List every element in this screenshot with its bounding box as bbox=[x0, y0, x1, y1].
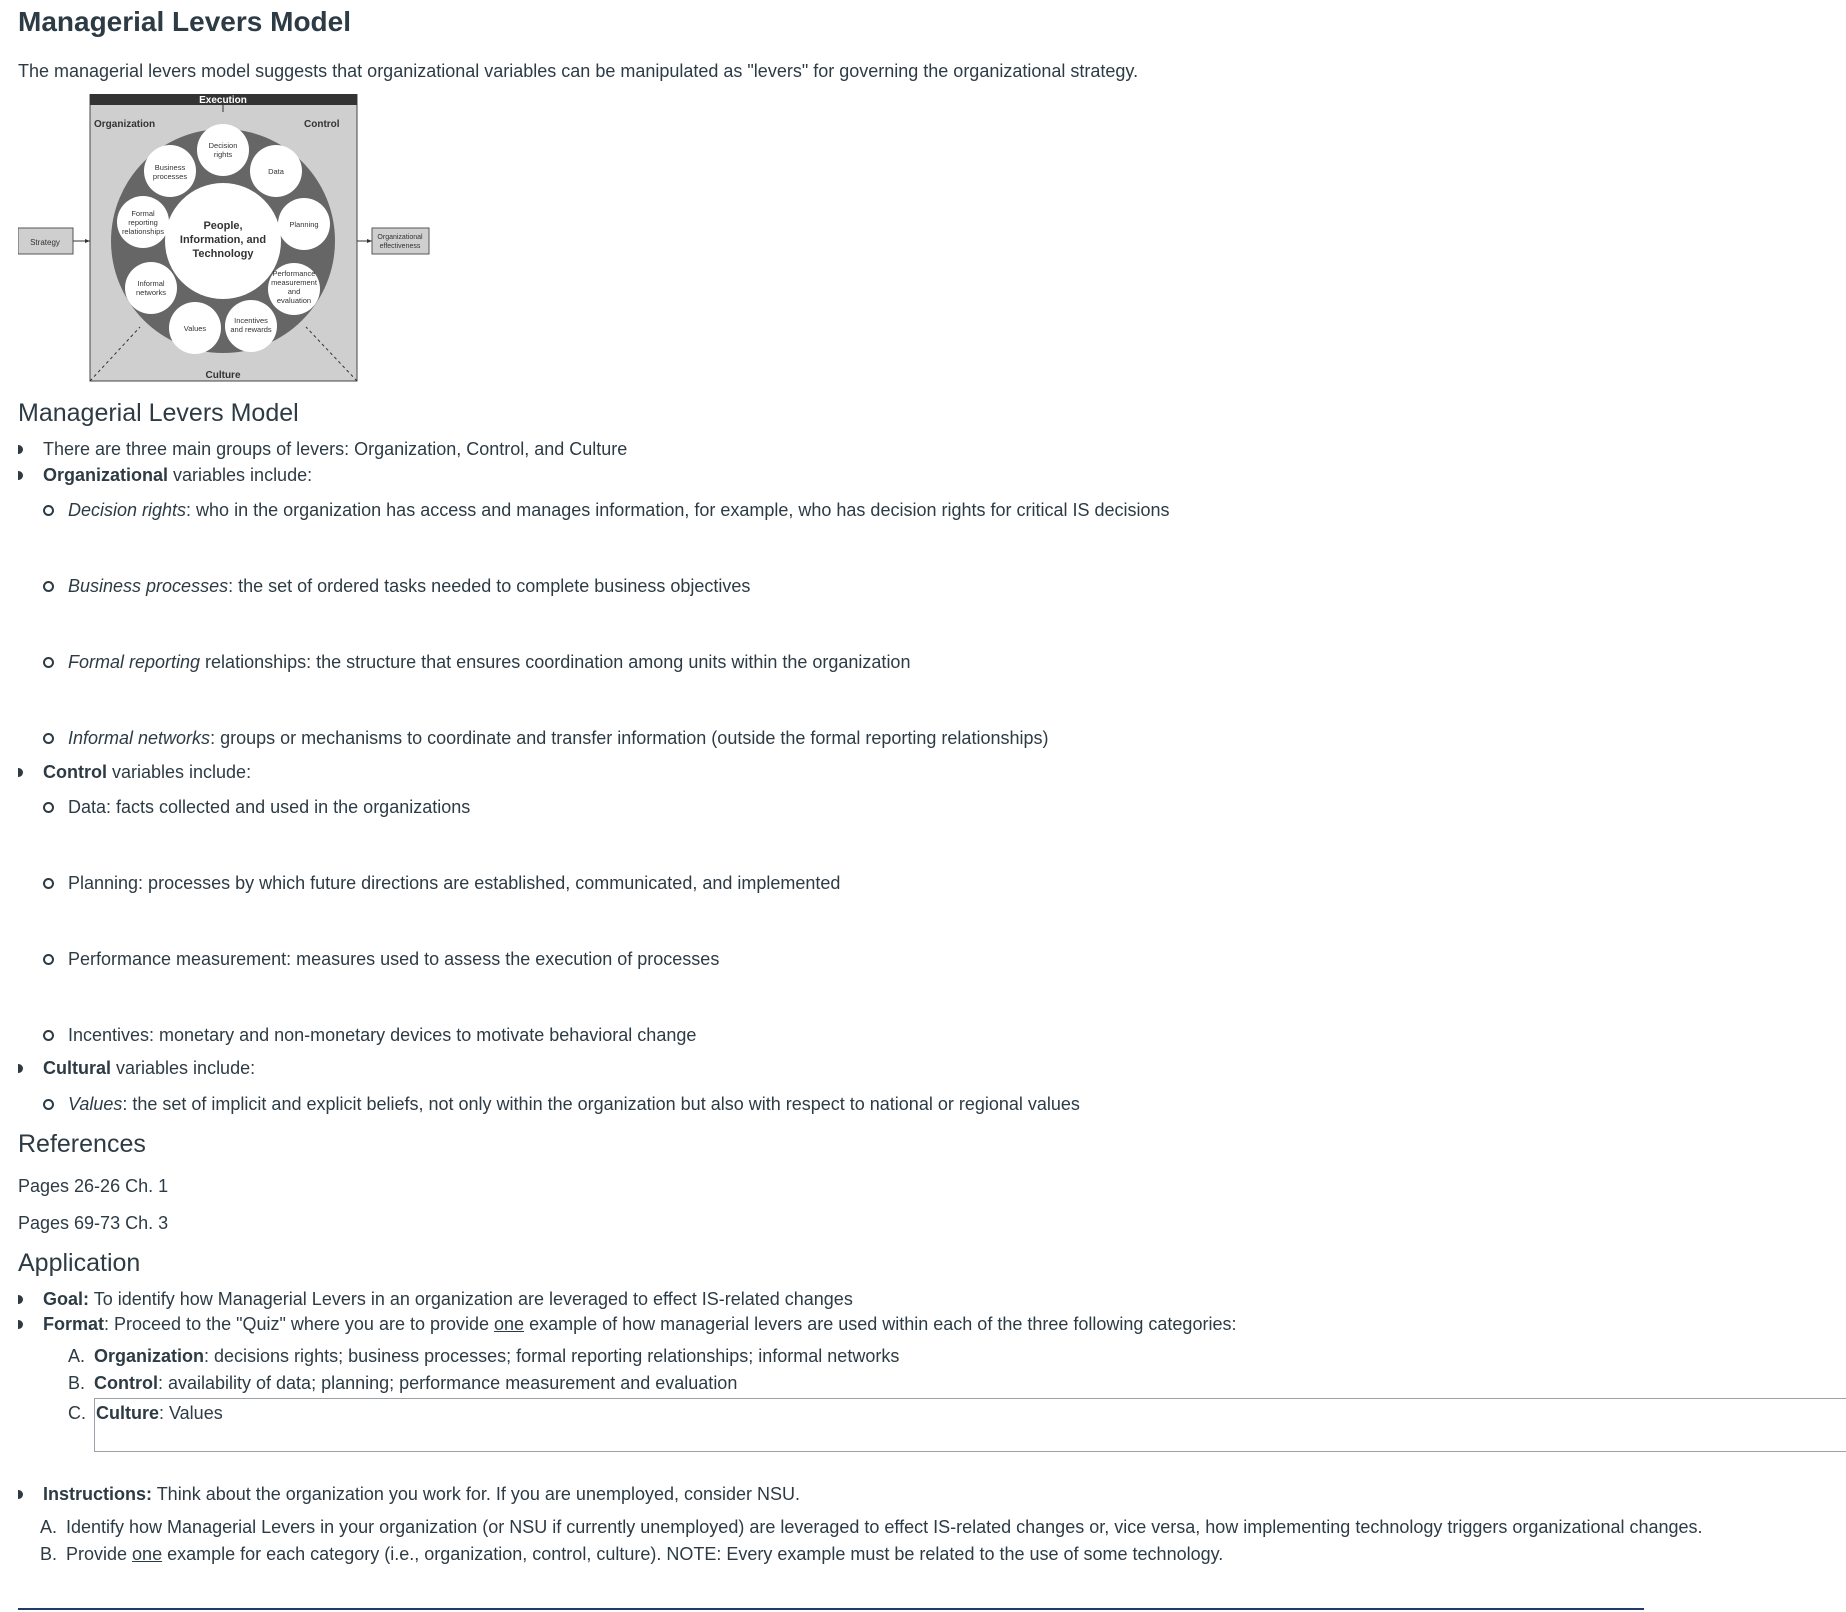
control-rest: variables include: bbox=[106, 761, 252, 782]
levers-diagram-svg bbox=[18, 94, 458, 384]
lever-perf-label-3: and bbox=[287, 287, 301, 297]
reference-item: Pages 26-26 Ch. 1 bbox=[18, 1175, 169, 1196]
model-heading: Managerial Levers Model bbox=[18, 399, 299, 428]
org-sublist bbox=[43, 498, 1828, 752]
category-item-b: B. Control: availability of data; planning; performance measurement and evaluation bbox=[68, 1372, 738, 1393]
lever-data-label: Data bbox=[268, 167, 284, 177]
lever-perf-label-1: Performance bbox=[272, 269, 316, 279]
instructions-list bbox=[18, 1515, 1828, 1567]
model-list bbox=[18, 437, 1828, 1116]
managerial-levers-diagram bbox=[18, 94, 458, 384]
list-item: Data: facts collected and used in the organizations bbox=[43, 795, 1828, 820]
instruction-item-b: B. Provide one example for each category (i.e., organization, control, culture). NOTE: Every example must be related to the use of some technology. bbox=[40, 1544, 1224, 1565]
references-heading: References bbox=[18, 1129, 146, 1158]
list-item: Instructions: Think about the organization you work for. If you are unemployed, consider NSU. bbox=[18, 1482, 1828, 1507]
instruction-item-a: A. Identify how Managerial Levers in your organization (or NSU if currently unemployed) are leveraged to effect IS-related changes or, vice versa, how implementing technology triggers organizational changes. bbox=[40, 1517, 1703, 1538]
reference-item: Pages 69-73 Ch. 3 bbox=[18, 1213, 169, 1233]
bottom-divider bbox=[18, 1608, 1644, 1610]
lever-informal-label-2: networks bbox=[135, 288, 167, 298]
lever-perf-label-2: measurement bbox=[271, 278, 317, 288]
outcome-label-1: Organizational bbox=[377, 234, 423, 242]
lever-informal-label-1: Informal bbox=[137, 279, 165, 289]
list-item: Decision rights: who in the organization has access and manages information, for example, who has decision rights for critical IS decisions bbox=[43, 498, 1828, 523]
outcome-label-2: effectiveness bbox=[379, 243, 421, 251]
center-line-1: People, bbox=[203, 220, 243, 233]
list-item: Format: Proceed to the "Quiz" where you are to provide one example of how managerial levers are used within each of the three following categories: A. Organization: decisions rights; business processes; formal reporting relationships; informal networks B. Control: availability of data; planning; performance measurement and evaluation C. Culture: Values bbox=[18, 1312, 1828, 1452]
list-item: Goal: To identify how Managerial Levers in an organization are leveraged to effect IS-related changes bbox=[18, 1287, 1828, 1312]
culture-sublist bbox=[43, 1092, 1828, 1117]
execution-label: Execution bbox=[199, 95, 247, 107]
list-item bbox=[18, 1056, 1828, 1116]
strategy-label: Strategy bbox=[30, 238, 60, 248]
list-item bbox=[18, 463, 1828, 752]
lever-decision-rights-label-1: Decision bbox=[208, 141, 238, 151]
list-item: Values: the set of implicit and explicit beliefs, not only within the organization but also with respect to national or regional values bbox=[43, 1092, 1828, 1117]
list-item bbox=[18, 760, 1828, 1049]
org-bold: Organizational bbox=[43, 464, 169, 485]
lever-values-label: Values bbox=[183, 324, 207, 334]
outcome-box bbox=[372, 228, 429, 254]
lever-formal-label-3: relationships bbox=[121, 227, 165, 237]
center-line-3: Technology bbox=[192, 248, 254, 261]
center-line-2: Information, and bbox=[179, 234, 267, 247]
intro-paragraph: The managerial levers model suggests that organizational variables can be manipulated as "levers" for governing the organizational strategy. bbox=[18, 61, 1139, 82]
lever-decision-rights-label-2: rights bbox=[213, 150, 233, 160]
control-sublist bbox=[43, 795, 1828, 1049]
lever-perf-label-4: evaluation bbox=[276, 296, 312, 306]
lever-incentives-label-2: and rewards bbox=[230, 325, 272, 335]
list-item: Informal networks: groups or mechanisms to coordinate and transfer information (outside the formal reporting relationships) bbox=[43, 726, 1828, 751]
groups-text: There are three main groups of levers: Organization, Control, and Culture bbox=[43, 439, 628, 460]
category-item-a: A. Organization: decisions rights; business processes; formal reporting relationships; informal networks bbox=[68, 1345, 900, 1366]
page-title: Managerial Levers Model bbox=[18, 6, 352, 37]
list-item: Performance measurement: measures used to assess the execution of processes bbox=[43, 947, 1828, 972]
list-item: Business processes: the set of ordered tasks needed to complete business objectives bbox=[43, 574, 1828, 599]
list-item: Formal reporting relationships: the structure that ensures coordination among units within the organization bbox=[43, 650, 1828, 675]
lever-incentives-label-1: Incentives bbox=[234, 316, 268, 326]
lever-formal-label-1: Formal bbox=[131, 209, 155, 219]
application-heading: Application bbox=[18, 1249, 141, 1278]
control-bold: Control bbox=[43, 761, 107, 782]
category-list bbox=[43, 1344, 1828, 1452]
culture-bold: Cultural bbox=[43, 1058, 112, 1079]
culture-label: Culture bbox=[205, 370, 241, 382]
organization-corner-label: Organization bbox=[94, 119, 156, 131]
list-item: Incentives: monetary and non-monetary devices to motivate behavioral change bbox=[43, 1023, 1828, 1048]
culture-rest: variables include: bbox=[111, 1058, 256, 1079]
category-item-c: C. Culture: Values bbox=[68, 1398, 1828, 1452]
lever-formal-label-2: reporting bbox=[128, 218, 158, 228]
culture-box: Culture: Values bbox=[94, 1398, 1846, 1452]
lever-business-label-2: processes bbox=[152, 172, 188, 182]
application-list bbox=[18, 1287, 1828, 1507]
control-corner-label: Control bbox=[304, 119, 340, 131]
list-item bbox=[18, 437, 1828, 462]
lever-business-label-1: Business bbox=[154, 163, 186, 173]
list-item: Planning: processes by which future directions are established, communicated, and implemented bbox=[43, 871, 1828, 896]
lever-planning-label: Planning bbox=[289, 220, 319, 230]
org-rest: variables include: bbox=[168, 464, 313, 485]
